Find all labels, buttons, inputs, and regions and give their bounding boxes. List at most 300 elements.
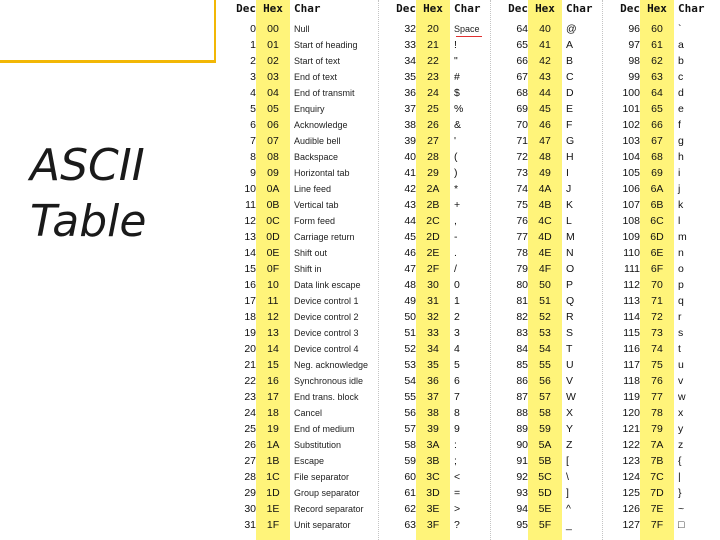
cell-dec: 8 <box>250 151 256 163</box>
cell-hex: 5B <box>538 455 552 467</box>
cell-char: O <box>566 263 575 275</box>
cell-hex: 0B <box>266 199 280 211</box>
cell-dec: 24 <box>244 407 256 419</box>
cell-dec: 105 <box>622 167 640 179</box>
cell-hex: 4B <box>538 199 552 211</box>
cell-hex: 16 <box>267 375 279 387</box>
cell-dec: 121 <box>622 423 640 435</box>
cell-char: S <box>566 327 574 339</box>
cell-hex: 04 <box>267 87 279 99</box>
cell-char: E <box>566 103 574 115</box>
cell-dec: 13 <box>244 231 256 243</box>
cell-char: Escape <box>294 456 325 466</box>
cell-dec: 92 <box>516 471 528 483</box>
cell-char: 8 <box>454 407 460 419</box>
cell-hex: 73 <box>651 327 663 339</box>
cell-char: ~ <box>678 503 685 515</box>
cell-char: Space <box>454 24 480 34</box>
cell-hex: 06 <box>267 119 279 131</box>
cell-char: < <box>454 471 461 483</box>
cell-char: □ <box>678 519 685 531</box>
cell-dec: 38 <box>404 119 416 131</box>
cell-hex: 0F <box>266 263 280 275</box>
cell-char: Line feed <box>294 184 332 194</box>
cell-dec: 22 <box>244 375 256 387</box>
column-divider <box>602 0 603 540</box>
slide-title-line-1: ASCII <box>30 140 145 191</box>
cell-hex: 23 <box>427 71 439 83</box>
cell-dec: 93 <box>516 487 528 499</box>
accent-line-horizontal <box>0 60 216 63</box>
cell-hex: 56 <box>539 375 551 387</box>
cell-char: a <box>678 39 684 51</box>
cell-dec: 39 <box>404 135 416 147</box>
cell-hex: 09 <box>267 167 279 179</box>
cell-hex: 17 <box>267 391 279 403</box>
cell-dec: 40 <box>404 151 416 163</box>
cell-char: End of text <box>294 72 338 82</box>
cell-hex: 38 <box>427 407 439 419</box>
cell-dec: 123 <box>622 455 640 467</box>
cell-dec: 47 <box>404 263 416 275</box>
cell-char: X <box>566 407 574 419</box>
cell-hex: 1F <box>266 519 280 531</box>
accent-line-vertical <box>214 0 216 63</box>
cell-hex: 3D <box>426 487 440 499</box>
cell-dec: 12 <box>244 215 256 227</box>
cell-hex: 61 <box>651 39 663 51</box>
cell-hex: 7C <box>650 471 664 483</box>
cell-dec: 18 <box>244 311 256 323</box>
cell-hex: 36 <box>427 375 439 387</box>
cell-hex: 12 <box>267 311 279 323</box>
slide-title <box>30 138 190 250</box>
cell-dec: 19 <box>244 327 256 339</box>
cell-hex: 1D <box>266 487 280 499</box>
cell-char: P <box>566 279 574 291</box>
cell-dec: 80 <box>516 279 528 291</box>
cell-dec: 64 <box>516 23 528 35</box>
cell-dec: 75 <box>516 199 528 211</box>
column-divider <box>378 0 379 540</box>
header-char: Char <box>454 2 481 15</box>
cell-hex: 3C <box>426 471 440 483</box>
cell-hex: 14 <box>267 343 279 355</box>
cell-hex: 27 <box>427 135 439 147</box>
cell-dec: 87 <box>516 391 528 403</box>
cell-dec: 60 <box>404 471 416 483</box>
cell-hex: 7A <box>650 439 664 451</box>
cell-hex: 20 <box>427 23 439 35</box>
cell-char: W <box>566 391 576 403</box>
cell-hex: 6D <box>650 231 664 243</box>
cell-dec: 83 <box>516 327 528 339</box>
cell-char: ( <box>454 151 458 163</box>
cell-char: _ <box>566 519 572 531</box>
cell-hex: 4C <box>538 215 552 227</box>
cell-hex: 3F <box>426 519 440 531</box>
cell-dec: 14 <box>244 247 256 259</box>
cell-char: Unit separator <box>294 520 351 530</box>
cell-dec: 69 <box>516 103 528 115</box>
cell-hex: 30 <box>427 279 439 291</box>
cell-dec: 48 <box>404 279 416 291</box>
cell-char: * <box>454 183 459 195</box>
cell-char: > <box>454 503 461 515</box>
cell-hex: 70 <box>651 279 663 291</box>
cell-dec: 10 <box>244 183 256 195</box>
cell-char: @ <box>566 23 577 35</box>
cell-dec: 29 <box>244 487 256 499</box>
cell-char: D <box>566 87 574 99</box>
cell-dec: 16 <box>244 279 256 291</box>
cell-hex: 78 <box>651 407 663 419</box>
cell-char: ] <box>566 487 569 499</box>
cell-dec: 67 <box>516 71 528 83</box>
cell-dec: 33 <box>404 39 416 51</box>
cell-char: N <box>566 247 574 259</box>
cell-char: Shift in <box>294 264 322 274</box>
cell-hex: 13 <box>267 327 279 339</box>
cell-hex: 10 <box>267 279 279 291</box>
cell-hex: 39 <box>427 423 439 435</box>
cell-hex: 5A <box>538 439 552 451</box>
cell-char: % <box>454 103 464 115</box>
cell-char: L <box>566 215 572 227</box>
cell-dec: 126 <box>622 503 640 515</box>
cell-hex: 62 <box>651 55 663 67</box>
cell-dec: 94 <box>516 503 528 515</box>
cell-char: e <box>678 103 684 115</box>
cell-dec: 86 <box>516 375 528 387</box>
cell-char: F <box>566 119 573 131</box>
cell-dec: 52 <box>404 343 416 355</box>
cell-dec: 32 <box>404 23 416 35</box>
cell-char: . <box>454 247 457 259</box>
cell-hex: 2B <box>426 199 440 211</box>
cell-char: t <box>678 343 681 355</box>
cell-char: End of transmit <box>294 88 355 98</box>
cell-char: Enquiry <box>294 104 325 114</box>
cell-char: l <box>678 215 681 227</box>
cell-hex: 50 <box>539 279 551 291</box>
cell-dec: 30 <box>244 503 256 515</box>
cell-dec: 9 <box>250 167 256 179</box>
cell-hex: 52 <box>539 311 551 323</box>
cell-hex: 35 <box>427 359 439 371</box>
cell-char: I <box>566 167 569 179</box>
cell-hex: 74 <box>651 343 663 355</box>
cell-char: v <box>678 375 684 387</box>
cell-dec: 57 <box>404 423 416 435</box>
cell-hex: 3B <box>426 455 440 467</box>
cell-char: Z <box>566 439 573 451</box>
cell-char: - <box>454 231 458 243</box>
cell-hex: 4F <box>538 263 552 275</box>
cell-char: Group separator <box>294 488 360 498</box>
cell-hex: 55 <box>539 359 551 371</box>
cell-dec: 54 <box>404 375 416 387</box>
cell-char: ; <box>454 455 457 467</box>
cell-char: Q <box>566 295 575 307</box>
cell-dec: 4 <box>250 87 256 99</box>
cell-char: ' <box>454 135 457 147</box>
cell-hex: 76 <box>651 375 663 387</box>
cell-dec: 91 <box>516 455 528 467</box>
table-group-3 <box>494 0 604 540</box>
header-dec: Dec <box>236 2 256 15</box>
header-hex: Hex <box>647 2 667 15</box>
cell-char: G <box>566 135 575 147</box>
cell-char: H <box>566 151 574 163</box>
cell-char: 5 <box>454 359 460 371</box>
cell-hex: 0D <box>266 231 280 243</box>
cell-dec: 102 <box>622 119 640 131</box>
cell-char: p <box>678 279 684 291</box>
cell-char: ! <box>454 39 457 51</box>
cell-char: $ <box>454 87 460 99</box>
cell-char: ? <box>454 519 460 531</box>
cell-hex: 45 <box>539 103 551 115</box>
cell-char: Y <box>566 423 574 435</box>
cell-char: { <box>678 455 682 467</box>
cell-char: Null <box>294 24 310 34</box>
cell-dec: 84 <box>516 343 528 355</box>
cell-dec: 82 <box>516 311 528 323</box>
cell-char: [ <box>566 455 569 467</box>
cell-char: y <box>678 423 684 435</box>
cell-dec: 70 <box>516 119 528 131</box>
cell-dec: 81 <box>516 295 528 307</box>
cell-dec: 88 <box>516 407 528 419</box>
cell-dec: 77 <box>516 231 528 243</box>
cell-hex: 02 <box>267 55 279 67</box>
cell-dec: 116 <box>623 343 640 355</box>
cell-dec: 74 <box>516 183 528 195</box>
cell-hex: 15 <box>267 359 279 371</box>
cell-hex: 34 <box>427 343 439 355</box>
header-char: Char <box>294 2 321 15</box>
cell-hex: 54 <box>539 343 551 355</box>
cell-hex: 3A <box>426 439 440 451</box>
cell-hex: 2E <box>426 247 440 259</box>
cell-char: J <box>566 183 572 195</box>
cell-dec: 66 <box>516 55 528 67</box>
cell-hex: 7B <box>650 455 664 467</box>
cell-char: u <box>678 359 684 371</box>
cell-hex: 3E <box>426 503 440 515</box>
cell-char: ` <box>678 23 682 35</box>
cell-hex: 11 <box>267 295 279 307</box>
cell-dec: 127 <box>622 519 640 531</box>
cell-char: q <box>678 295 684 307</box>
cell-char: Form feed <box>294 216 336 226</box>
cell-hex: 5C <box>538 471 552 483</box>
cell-hex: 66 <box>651 119 663 131</box>
cell-hex: 18 <box>267 407 279 419</box>
cell-hex: 77 <box>651 391 663 403</box>
cell-hex: 44 <box>539 87 551 99</box>
cell-char: & <box>454 119 462 131</box>
cell-char: i <box>678 167 681 179</box>
cell-hex: 43 <box>539 71 551 83</box>
space-underline-mark <box>456 36 482 37</box>
cell-char: End of medium <box>294 424 355 434</box>
cell-char: k <box>678 199 684 211</box>
cell-hex: 42 <box>539 55 551 67</box>
cell-char: End trans. block <box>294 392 359 402</box>
cell-dec: 27 <box>244 455 256 467</box>
cell-dec: 17 <box>244 295 256 307</box>
cell-hex: 72 <box>651 311 663 323</box>
cell-hex: 33 <box>427 327 439 339</box>
cell-dec: 0 <box>250 23 256 35</box>
cell-char: U <box>566 359 574 371</box>
cell-dec: 125 <box>622 487 640 499</box>
cell-char: Neg. acknowledge <box>294 360 369 370</box>
cell-dec: 49 <box>404 295 416 307</box>
cell-char: / <box>454 263 457 275</box>
cell-dec: 95 <box>516 519 528 531</box>
cell-char: K <box>566 199 574 211</box>
cell-hex: 31 <box>427 295 439 307</box>
cell-dec: 118 <box>623 375 640 387</box>
cell-hex: 2D <box>426 231 440 243</box>
cell-char: s <box>678 327 684 339</box>
cell-char: d <box>678 87 684 99</box>
cell-dec: 28 <box>244 471 256 483</box>
slide-title-line-2: Table <box>30 196 147 247</box>
cell-hex: 0C <box>266 215 280 227</box>
cell-char: Shift out <box>294 248 328 258</box>
cell-hex: 32 <box>427 311 439 323</box>
cell-dec: 124 <box>622 471 640 483</box>
cell-dec: 97 <box>628 39 640 51</box>
cell-hex: 1B <box>266 455 280 467</box>
cell-char: h <box>678 151 684 163</box>
header-char: Char <box>678 2 705 15</box>
cell-hex: 7F <box>650 519 664 531</box>
cell-hex: 6B <box>650 199 664 211</box>
cell-char: Carriage return <box>294 232 355 242</box>
cell-dec: 45 <box>404 231 416 243</box>
cell-char: 7 <box>454 391 460 403</box>
cell-dec: 51 <box>404 327 416 339</box>
cell-hex: 24 <box>427 87 439 99</box>
cell-hex: 22 <box>427 55 439 67</box>
cell-dec: 114 <box>623 311 640 323</box>
cell-char: ^ <box>566 503 571 515</box>
cell-hex: 67 <box>651 135 663 147</box>
cell-char: # <box>454 71 460 83</box>
cell-char: Data link escape <box>294 280 361 290</box>
header-dec: Dec <box>396 2 416 15</box>
cell-dec: 119 <box>623 391 640 403</box>
cell-char: | <box>678 471 681 483</box>
cell-char: V <box>566 375 574 387</box>
cell-char: m <box>678 231 687 243</box>
cell-char: Horizontal tab <box>294 168 350 178</box>
cell-dec: 61 <box>404 487 416 499</box>
cell-dec: 104 <box>622 151 640 163</box>
cell-hex: 68 <box>651 151 663 163</box>
cell-hex: 4D <box>538 231 552 243</box>
cell-dec: 56 <box>404 407 416 419</box>
cell-char: 3 <box>454 327 460 339</box>
column-divider <box>490 0 491 540</box>
cell-dec: 36 <box>404 87 416 99</box>
cell-char: Audible bell <box>294 136 341 146</box>
cell-dec: 44 <box>404 215 416 227</box>
cell-hex: 07 <box>267 135 279 147</box>
cell-dec: 113 <box>623 295 640 307</box>
cell-dec: 76 <box>516 215 528 227</box>
cell-dec: 23 <box>244 391 256 403</box>
cell-dec: 1 <box>250 39 256 51</box>
cell-dec: 111 <box>624 263 640 275</box>
cell-dec: 43 <box>404 199 416 211</box>
cell-dec: 46 <box>404 247 416 259</box>
cell-hex: 03 <box>267 71 279 83</box>
cell-dec: 98 <box>628 55 640 67</box>
cell-hex: 47 <box>539 135 551 147</box>
cell-hex: 75 <box>651 359 663 371</box>
cell-dec: 21 <box>244 359 256 371</box>
header-dec: Dec <box>620 2 640 15</box>
cell-dec: 59 <box>404 455 416 467</box>
cell-hex: 63 <box>651 71 663 83</box>
cell-hex: 71 <box>651 295 663 307</box>
cell-dec: 25 <box>244 423 256 435</box>
cell-char: Backspace <box>294 152 339 162</box>
cell-hex: 1A <box>266 439 280 451</box>
cell-dec: 122 <box>622 439 640 451</box>
cell-hex: 58 <box>539 407 551 419</box>
ascii-table <box>222 0 720 540</box>
cell-dec: 2 <box>250 55 256 67</box>
cell-hex: 6F <box>650 263 664 275</box>
cell-dec: 63 <box>404 519 416 531</box>
cell-char: Substitution <box>294 440 342 450</box>
cell-char: b <box>678 55 684 67</box>
cell-hex: 46 <box>539 119 551 131</box>
cell-hex: 51 <box>539 295 551 307</box>
cell-hex: 7D <box>650 487 664 499</box>
cell-hex: 48 <box>539 151 551 163</box>
cell-hex: 5D <box>538 487 552 499</box>
cell-hex: 05 <box>267 103 279 115</box>
cell-hex: 0A <box>266 183 280 195</box>
cell-char: r <box>678 311 682 323</box>
cell-dec: 79 <box>516 263 528 275</box>
cell-hex: 53 <box>539 327 551 339</box>
cell-char: + <box>454 199 461 211</box>
cell-dec: 108 <box>622 215 640 227</box>
cell-char: f <box>678 119 681 131</box>
cell-char: o <box>678 263 684 275</box>
cell-char: Synchronous idle <box>294 376 364 386</box>
cell-dec: 11 <box>245 199 256 211</box>
cell-dec: 20 <box>244 343 256 355</box>
cell-hex: 37 <box>427 391 439 403</box>
cell-dec: 26 <box>244 439 256 451</box>
cell-hex: 2A <box>426 183 440 195</box>
cell-char: 2 <box>454 311 460 323</box>
header-hex: Hex <box>535 2 555 15</box>
cell-char: File separator <box>294 472 350 482</box>
cell-dec: 100 <box>622 87 640 99</box>
cell-dec: 65 <box>516 39 528 51</box>
